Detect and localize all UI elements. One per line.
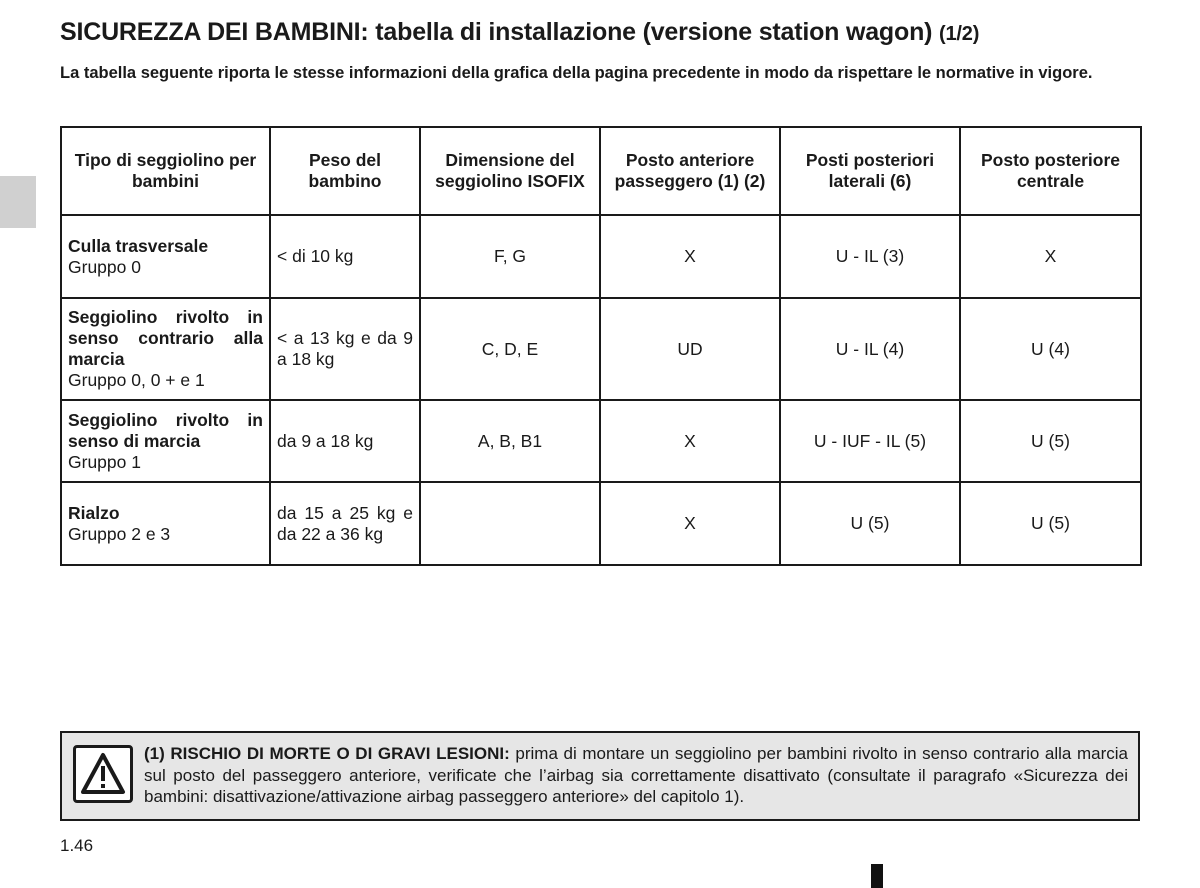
seat-type-cell [61, 482, 270, 565]
rear-center-cell: U (5) [960, 400, 1141, 482]
header-seat-type: Tipo di seggiolino per bambini [61, 127, 270, 215]
table-header-row [61, 127, 1141, 215]
header-rear-side-seats: Posti posteriori laterali (6) [780, 127, 960, 215]
header-rear-center-seat: Posto posteriore centrale [960, 127, 1141, 215]
chapter-side-tab [0, 176, 36, 228]
front-passenger-cell: X [600, 482, 780, 565]
seat-type-name: Seggiolino rivolto in senso contrario alla marcia [68, 307, 263, 369]
weight-cell: < di 10 kg [270, 215, 420, 298]
seat-type-cell [61, 298, 270, 400]
isofix-cell [420, 482, 600, 565]
warning-triangle-icon [73, 745, 133, 803]
table-row [61, 482, 1141, 565]
table-row [61, 298, 1141, 400]
rear-side-cell: U - IL (3) [780, 215, 960, 298]
table-row [61, 215, 1141, 298]
rear-side-cell: U - IL (4) [780, 298, 960, 400]
seat-type-group: Gruppo 0, 0 + e 1 [68, 370, 205, 390]
rear-side-cell: U (5) [780, 482, 960, 565]
edge-marker [871, 864, 883, 888]
seat-type-cell [61, 215, 270, 298]
rear-center-cell: U (4) [960, 298, 1141, 400]
seat-type-name: Seggiolino rivolto in senso di marcia [68, 409, 263, 451]
seat-type-cell [61, 400, 270, 482]
rear-center-cell: X [960, 215, 1141, 298]
page-title [60, 18, 979, 47]
page-title-text: SICUREZZA DEI BAMBINI: tabella di installazione (versione station wagon) [60, 18, 933, 46]
seat-type-group: Gruppo 0 [68, 256, 141, 277]
intro-paragraph: La tabella seguente riporta le stesse informazioni della grafica della pagina precedente in modo da rispettare le normative in vigore. [60, 64, 1093, 82]
warning-text [144, 743, 1128, 808]
page-title-suffix: (1/2) [939, 23, 980, 45]
header-front-passenger: Posto anteriore passeggero (1) (2) [600, 127, 780, 215]
rear-center-cell: U (5) [960, 482, 1141, 565]
seat-type-group: Gruppo 1 [68, 451, 141, 472]
warning-box [60, 731, 1140, 821]
front-passenger-cell: X [600, 400, 780, 482]
front-passenger-cell: X [600, 215, 780, 298]
installation-table [60, 126, 1142, 566]
seat-type-group: Gruppo 2 e 3 [68, 523, 171, 544]
isofix-cell: F, G [420, 215, 600, 298]
weight-cell: da 15 a 25 kg e da 22 a 36 kg [270, 482, 420, 565]
seat-type-name: Rialzo [68, 502, 120, 523]
table-row [61, 400, 1141, 482]
header-child-weight: Peso del bambino [270, 127, 420, 215]
header-isofix-size: Dimensione del seggiolino ISOFIX [420, 127, 600, 215]
warning-lead: (1) RISCHIO DI MORTE O DI GRAVI LESIONI: [144, 744, 510, 763]
rear-side-cell: U - IUF - IL (5) [780, 400, 960, 482]
page-number: 1.46 [60, 836, 94, 855]
front-passenger-cell: UD [600, 298, 780, 400]
seat-type-name: Culla trasversale [68, 235, 209, 256]
isofix-cell: C, D, E [420, 298, 600, 400]
isofix-cell: A, B, B1 [420, 400, 600, 482]
weight-cell: da 9 a 18 kg [270, 400, 420, 482]
weight-cell: < a 13 kg e da 9 a 18 kg [270, 298, 420, 400]
warning-body: prima di montare un seggiolino per bambini rivolto in senso contrario alla marcia sul posto del passeggero anteriore, verificate che l’airbag sia correttamente disattivato (consultate il paragrafo «Sicurezza dei bambini: disattivazione/attivazione airbag passeggero anteriore» del capitolo 1). [144, 744, 1128, 806]
